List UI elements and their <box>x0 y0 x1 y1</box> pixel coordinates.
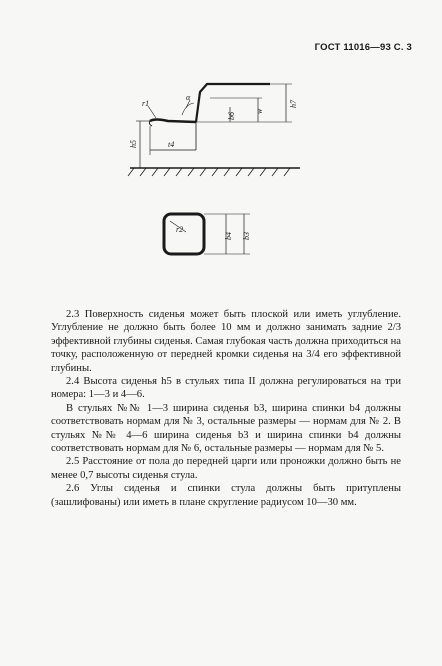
seat-plan-labels <box>176 225 251 240</box>
label-w: w <box>255 108 264 114</box>
label-b6: b6 <box>227 112 236 120</box>
seat-profile-figures <box>0 0 442 300</box>
label-r1: r1 <box>142 99 150 108</box>
label-r2: r2 <box>176 225 184 234</box>
paragraph-2-4: 2.4 Высота сиденья h5 в стульях типа II должна регулироваться на три номера: 1—3 и 4—6. <box>51 376 401 401</box>
label-h5: h5 <box>129 140 138 148</box>
seat-profile-drawing <box>128 84 300 176</box>
paragraph-2-6: 2.6 Углы сиденья и спинки стула должны быть притуплены (зашлифованы) или иметь в плане скругление радиусом 10—30 мм. <box>51 483 401 508</box>
label-b4: b4 <box>224 232 233 240</box>
paragraph-2-5: 2.5 Расстояние от пола до передней царги или проножки должно быть не менее 0,7 высоты сиденья стула. <box>51 456 401 481</box>
body-text <box>51 308 401 509</box>
label-h7: h7 <box>289 100 298 108</box>
page-header: ГОСТ 11016—93 С. 3 <box>314 42 412 53</box>
paragraph-2-4-cont: В стульях №№ 1—3 ширина сиденья b3, ширина спинки b4 должны соответствовать нормам для № 3, остальные размеры — нормам для № 2. В стульях №№ 4—6 ширина сиденья b3 и ширина спинки b4 должны соответствовать нормам для № 6, остальные размеры — нормам для № 5. <box>51 402 401 455</box>
seat-profile-labels <box>129 93 298 149</box>
seat-plan-drawing <box>164 214 250 254</box>
label-b3: b3 <box>242 232 251 240</box>
paragraph-2-3: 2.3 Поверхность сиденья может быть плоской или иметь углубление. Углубление не должно быть более 10 мм и должно занимать задние 2/3 эффективной глубины сиденья. Самая глубокая часть должна приходиться на точку, расположенную от передней кромки сиденья на 3/4 его эффективной глубины. <box>51 309 401 374</box>
label-t4: t4 <box>168 140 175 149</box>
label-alpha: α <box>186 93 191 102</box>
